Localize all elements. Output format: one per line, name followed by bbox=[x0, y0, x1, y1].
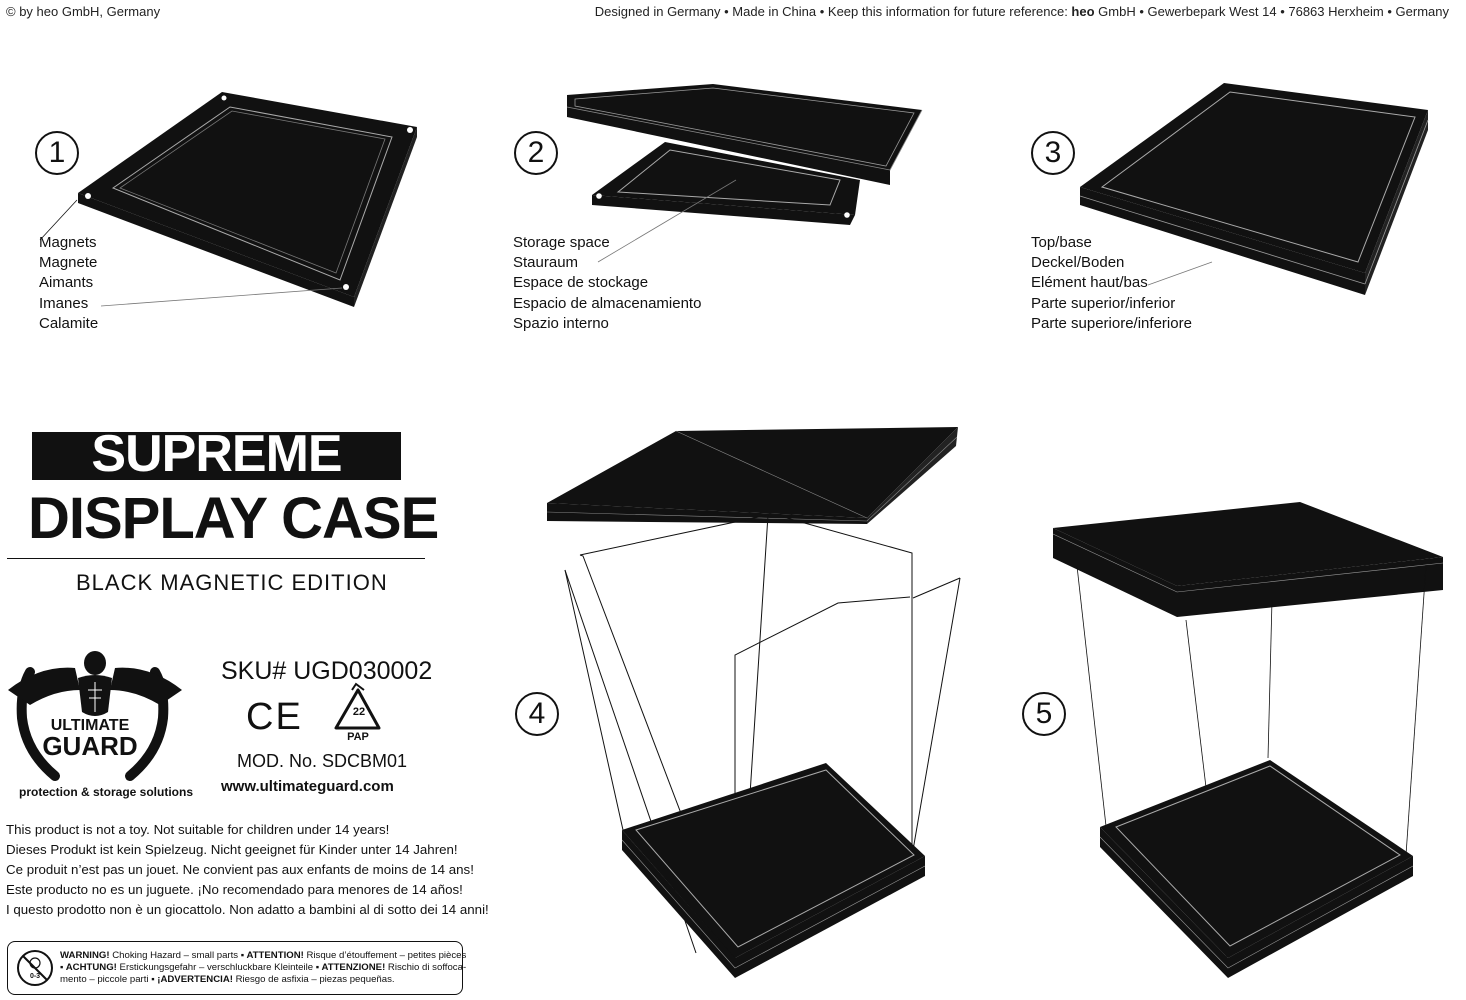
brand-name-line1: ULTIMATE bbox=[50, 717, 130, 734]
ce-mark: CE bbox=[246, 696, 303, 738]
warning-line1-bold1: WARNING! bbox=[60, 950, 110, 961]
step-3-label: Parte superior/inferior bbox=[1031, 294, 1176, 312]
manufacturer-brand: heo bbox=[1071, 4, 1095, 19]
base-illustration bbox=[1100, 760, 1413, 978]
brand-name-line2: GUARD bbox=[42, 731, 138, 761]
step-3-label: Parte superiore/inferiore bbox=[1031, 314, 1192, 332]
no-children-icon-label: 0-3 bbox=[29, 973, 41, 980]
warning-line2-bold1: ▪ ACHTUNG! bbox=[60, 961, 117, 973]
website-link[interactable]: www.ultimateguard.com bbox=[221, 778, 394, 795]
step-1-number: 1 bbox=[35, 131, 79, 175]
step-2-label: Storage space bbox=[513, 234, 610, 251]
step-1-label: Imanes bbox=[39, 294, 89, 312]
step-5-number: 5 bbox=[1022, 692, 1066, 736]
step-2-label: Spazio interno bbox=[513, 314, 609, 332]
age-notice-line: Este producto no es un juguete. ¡No recomendado para menores de 14 años! bbox=[6, 882, 463, 897]
warning-line2-text2: Rischio di soffoca- bbox=[385, 961, 467, 973]
lid-illustration bbox=[1053, 502, 1443, 617]
step-2-label: Espace de stockage bbox=[513, 274, 649, 292]
warning-line3-text2: Riesgo de asfixia – piezas pequeñas. bbox=[232, 973, 395, 985]
warning-line1-text2: Risque d’étouffement – petites pièces bbox=[303, 950, 467, 961]
step-3-number: 3 bbox=[1031, 131, 1075, 175]
warning-line1-bold2: ▪ ATTENTION! bbox=[240, 950, 304, 961]
sku-text: SKU# UGD030002 bbox=[221, 657, 433, 685]
step-2-number: 2 bbox=[514, 131, 558, 175]
product-title-line1: SUPREME bbox=[91, 425, 342, 483]
product-edition: BLACK MAGNETIC EDITION bbox=[76, 570, 388, 595]
recycle-code: 22 bbox=[352, 706, 366, 718]
step-1-label: Magnete bbox=[39, 254, 98, 272]
step-3-label: Deckel/Boden bbox=[1031, 254, 1125, 272]
age-notice-line: This product is not a toy. Not suitable for children under 14 years! bbox=[6, 822, 390, 837]
step-1-label: Calamite bbox=[39, 314, 99, 332]
manufacturer-info-post: GmbH • Gewerbepark West 14 • 76863 Herxheim • Germany bbox=[1094, 4, 1449, 19]
age-notice-line: Dieses Produkt ist kein Spielzeug. Nicht geeignet für Kinder unter 14 Jahren! bbox=[6, 842, 458, 857]
step-1-label: Magnets bbox=[39, 234, 97, 251]
step-1-label: Aimants bbox=[39, 274, 94, 292]
age-notice-line: Ce produit n’est pas un jouet. Ne convient pas aux enfants de moins de 14 ans! bbox=[6, 862, 474, 877]
warning-line3-bold1: ▪ ¡ADVERTENCIA! bbox=[151, 973, 233, 985]
product-title-line2: DISPLAY CASE bbox=[28, 486, 439, 551]
step-3-label: Elément haut/bas bbox=[1031, 274, 1148, 292]
model-number: MOD. No. SDCBM01 bbox=[237, 751, 408, 771]
warning-line2-text1: Erstickungsgefahr – verschluckbare Kleinteile bbox=[116, 961, 316, 973]
warning-line3-text1: mento – piccole parti bbox=[60, 973, 152, 985]
recycle-material: PAP bbox=[347, 731, 369, 743]
manufacturer-info-pre: Designed in Germany • Made in China • Keep this information for future reference: bbox=[594, 4, 1072, 19]
step-2-label: Stauraum bbox=[513, 254, 579, 272]
step-3-label: Top/base bbox=[1031, 234, 1092, 251]
step-4-number: 4 bbox=[515, 692, 559, 736]
warning-line2-bold2: ▪ ATTENZIONE! bbox=[315, 961, 386, 973]
age-notice-line: I questo prodotto non è un giocattolo. Non adatto a bambini al di sotto dei 14 anni! bbox=[6, 902, 489, 917]
step-2-label: Espacio de almacenamiento bbox=[513, 294, 702, 312]
copyright-text: © by heo GmbH, Germany bbox=[6, 4, 161, 19]
brand-tagline: protection & storage solutions bbox=[19, 785, 194, 799]
warning-line1-text1: Choking Hazard – small parts bbox=[109, 950, 241, 961]
